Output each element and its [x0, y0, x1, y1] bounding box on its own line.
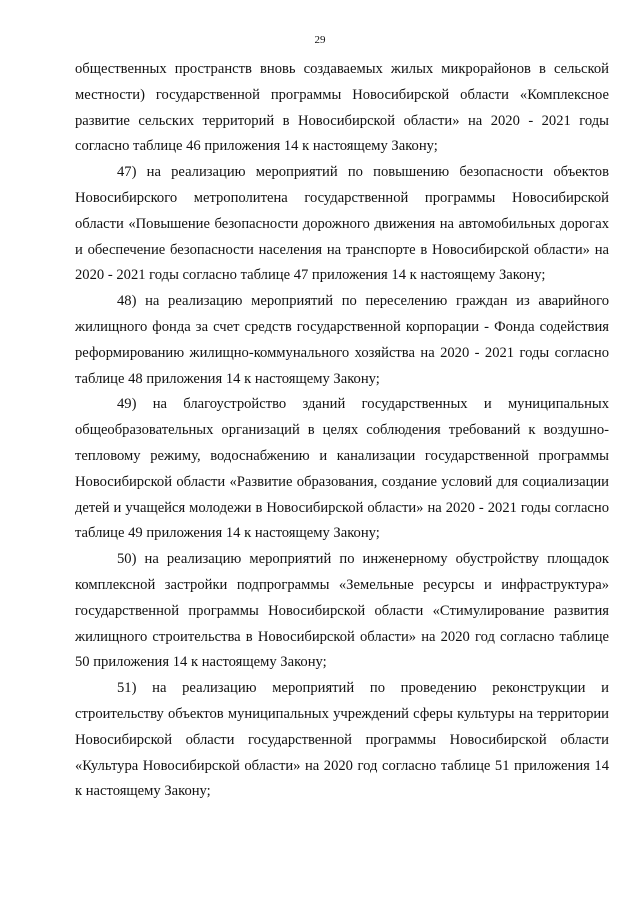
paragraph-item-49: 49) на благоустройство зданий государственных и муниципальных общеобразовательных организаций в целях соблюдения требований к воздушно-тепловому режиму, водоснабжению и канализации государственной программы Новосибирской области «Развитие образования, создание условий для социализации детей и учащейся молодежи в Новосибирской области» на 2020 - 2021 годы согласно таблице 49 приложения 14 к настоящему Закону; [75, 396, 609, 542]
paragraph-item-50: 50) на реализацию мероприятий по инженерному обустройству площадок комплексной застройки подпрограммы «Земельные ресурсы и инфраструктура» государственной программы Новосибирской области «Стимулирование развития жилищного строительства в Новосибирской области» на 2020 год согласно таблице 50 приложения 14 к настоящему Закону; [75, 551, 609, 671]
paragraph-item-48: 48) на реализацию мероприятий по переселению граждан из аварийного жилищного фонда за счет средств государственной корпорации - Фонда содействия реформированию жилищно-коммунального хозяйства на 2020 - 2021 годы согласно таблице 48 приложения 14 к настоящему Закону; [75, 293, 609, 387]
paragraph-item-47: 47) на реализацию мероприятий по повышению безопасности объектов Новосибирского метрополитена государственной программы Новосибирской области «Повышение безопасности дорожного движения на автомобильных дорогах и обеспечение безопасности населения на транспорте в Новосибирской области» на 2020 - 2021 годы согласно таблице 47 приложения 14 к настоящему Закону; [75, 164, 609, 284]
page-number: 29 [314, 34, 326, 46]
document-body [75, 57, 609, 805]
paragraph-item-51: 51) на реализацию мероприятий по проведению реконструкции и строительству объектов муниципальных учреждений сферы культуры на территории Новосибирской области государственной программы Новосибирской области «Культура Новосибирской области» на 2020 год согласно таблице 51 приложения 14 к настоящему Закону; [75, 680, 609, 800]
paragraph-continuation: общественных пространств вновь создаваемых жилых микрорайонов в сельской местности) государственной программы Новосибирской области «Комплексное развитие сельских территорий в Новосибирской области» на 2020 - 2021 годы согласно таблице 46 приложения 14 к настоящему Закону; [75, 61, 609, 155]
